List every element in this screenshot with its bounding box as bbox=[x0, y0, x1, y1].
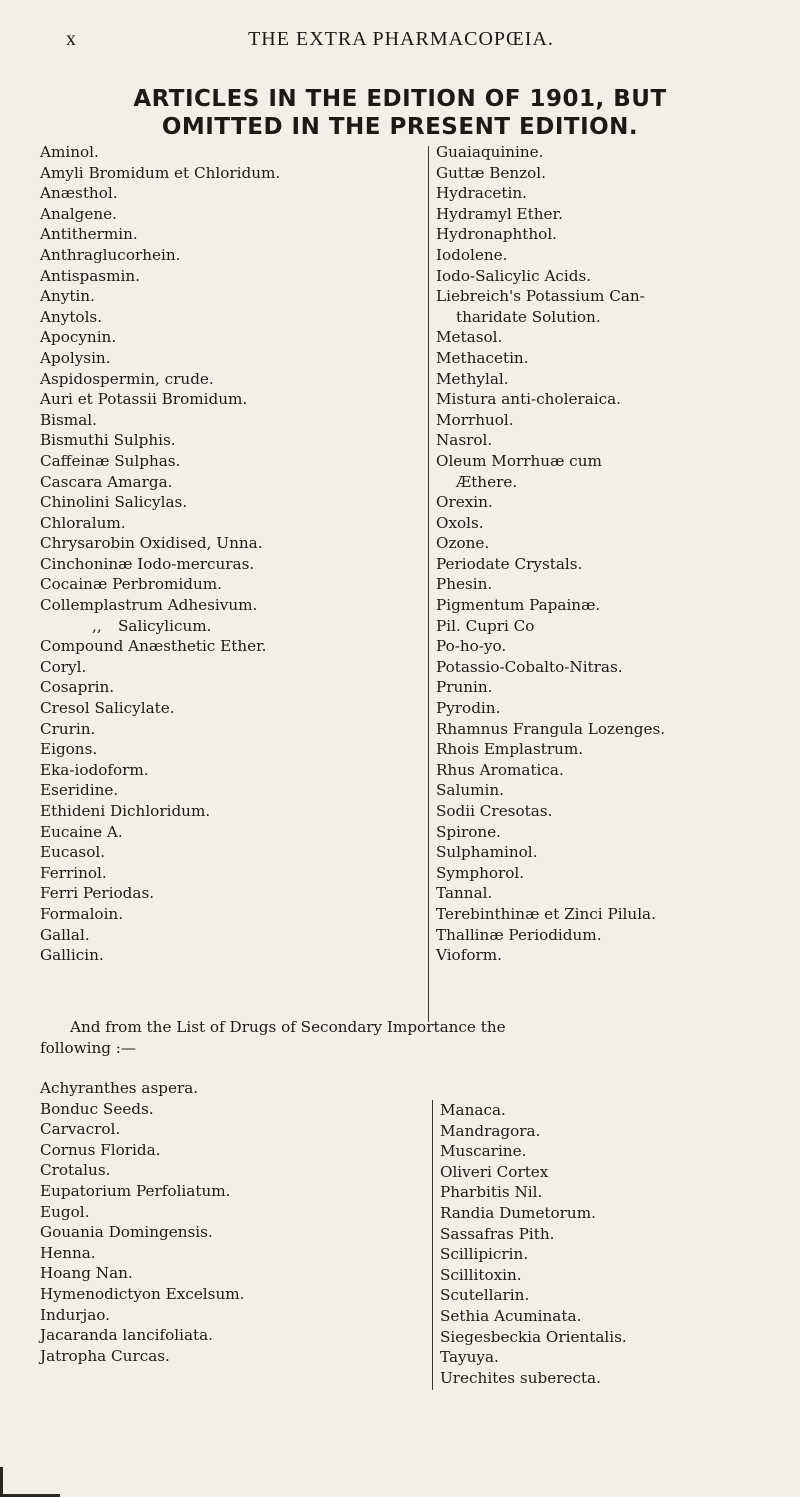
secondary-drug-entry: Jatropha Curcas. bbox=[40, 1346, 170, 1365]
secondary-drug-entry: Scutellarin. bbox=[440, 1286, 530, 1305]
article-entry: Eucasol. bbox=[40, 843, 106, 862]
article-entry: Mistura anti-choleraica. bbox=[436, 390, 621, 409]
article-entry: Ferrinol. bbox=[40, 863, 107, 882]
article-entry: Terebinthinæ et Zinci Pilula. bbox=[436, 904, 656, 923]
article-entry: Vioform. bbox=[436, 946, 502, 965]
article-entry: Guttæ Benzol. bbox=[436, 163, 546, 182]
article-entry: Eseridine. bbox=[40, 781, 119, 800]
page-corner-mark bbox=[0, 1467, 60, 1497]
article-entry: Chloralum. bbox=[40, 513, 126, 532]
article-entry: Phesin. bbox=[436, 575, 493, 594]
secondary-drug-entry: Siegesbeckia Orientalis. bbox=[440, 1327, 627, 1346]
article-entry: Prunin. bbox=[436, 678, 493, 697]
article-entry: Coryl. bbox=[40, 657, 87, 676]
article-entry: Anthraglucorhein. bbox=[40, 245, 181, 264]
article-entry: Methylal. bbox=[436, 369, 509, 388]
secondary-drug-entry: Eupatorium Perfoliatum. bbox=[40, 1181, 231, 1200]
article-entry: Cresol Salicylate. bbox=[40, 699, 175, 718]
article-entry: Bismuthi Sulphis. bbox=[40, 431, 176, 450]
article-entry: Auri et Potassii Bromidum. bbox=[40, 390, 248, 409]
secondary-drug-entry: Manaca. bbox=[440, 1101, 506, 1119]
secondary-drugs-left-column bbox=[40, 1078, 244, 1366]
running-title: THE EXTRA PHARMACOPŒIA. bbox=[248, 28, 554, 50]
article-entry: Rhamnus Frangula Lozenges. bbox=[436, 719, 666, 738]
article-entry: Pil. Cupri Co bbox=[436, 616, 535, 635]
article-entry: Rhus Aromatica. bbox=[436, 760, 564, 779]
secondary-drug-entry: Crotalus. bbox=[40, 1161, 111, 1180]
article-entry: Spirone. bbox=[436, 822, 501, 841]
article-entry: Pigmentum Papainæ. bbox=[436, 596, 601, 615]
article-entry: Apolysin. bbox=[40, 348, 111, 367]
secondary-drugs-note-text: And from the List of Drugs of Secondary Importance the bbox=[70, 1018, 506, 1036]
article-entry: Antithermin. bbox=[40, 225, 138, 244]
article-entry: tharidate Solution. bbox=[456, 307, 601, 326]
secondary-drug-entry: Pharbitis Nil. bbox=[440, 1183, 543, 1202]
article-entry-text: Salicylicum. bbox=[118, 616, 212, 635]
secondary-drug-entry: Oliveri Cortex bbox=[440, 1162, 549, 1181]
secondary-drug-entry: Muscarine. bbox=[440, 1142, 527, 1161]
article-entry: Anytin. bbox=[40, 287, 95, 306]
article-entry: Hydramyl Ether. bbox=[436, 204, 563, 223]
article-entry: Chinolini Salicylas. bbox=[40, 493, 188, 512]
secondary-drug-entry: Henna. bbox=[40, 1243, 96, 1262]
article-entry: Liebreich's Potassium Can- bbox=[436, 287, 645, 306]
secondary-drug-entry: Scillitoxin. bbox=[440, 1265, 522, 1284]
article-entry: Gallicin. bbox=[40, 946, 104, 965]
article-entry: Eigons. bbox=[40, 740, 98, 759]
page-number: x bbox=[66, 28, 77, 50]
article-entry: Hydronaphthol. bbox=[436, 225, 558, 244]
omitted-articles-right-column bbox=[436, 142, 665, 966]
secondary-drug-entry: Gouania Domingensis. bbox=[40, 1223, 213, 1242]
secondary-drugs-note bbox=[40, 1017, 770, 1058]
secondary-drug-entry: Sassafras Pith. bbox=[440, 1224, 555, 1243]
article-entry: Salumin. bbox=[436, 781, 504, 800]
secondary-drug-entry: Bonduc Seeds. bbox=[40, 1099, 154, 1118]
article-entry: Ozone. bbox=[436, 534, 490, 553]
article-entry: Aminol. bbox=[40, 143, 99, 161]
article-entry: Eucaine A. bbox=[40, 822, 123, 841]
article-entry: Po-ho-yo. bbox=[436, 637, 507, 656]
secondary-drug-entry: Scillipicrin. bbox=[440, 1245, 529, 1264]
running-header bbox=[66, 28, 766, 51]
secondary-drug-entry: Randia Dumetorum. bbox=[440, 1203, 596, 1222]
article-entry: Oxols. bbox=[436, 513, 484, 532]
secondary-drug-entry: Tayuya. bbox=[440, 1348, 499, 1367]
secondary-drug-entry: Eugol. bbox=[40, 1202, 90, 1221]
article-entry: Aspidospermin, crude. bbox=[40, 369, 214, 388]
article-entry: Æthere. bbox=[456, 472, 518, 491]
secondary-drug-entry: Urechites suberecta. bbox=[440, 1368, 601, 1387]
article-entry: Sodii Cresotas. bbox=[436, 802, 553, 820]
secondary-drug-entry: Hoang Nan. bbox=[40, 1264, 133, 1283]
secondary-drug-entry: Sethia Acuminata. bbox=[440, 1306, 582, 1325]
article-entry: Eka-iodoform. bbox=[40, 760, 149, 779]
article-entry: Orexin. bbox=[436, 493, 493, 512]
secondary-drug-entry: Carvacrol. bbox=[40, 1120, 121, 1139]
article-entry: Collemplastrum Adhesivum. bbox=[40, 596, 258, 615]
article-entry: Pyrodin. bbox=[436, 699, 501, 718]
article-entry: Apocynin. bbox=[40, 328, 117, 347]
secondary-drug-entry: Cornus Florida. bbox=[40, 1140, 161, 1159]
article-entry: Crurin. bbox=[40, 719, 96, 738]
article-entry: Sulphaminol. bbox=[436, 843, 538, 862]
article-entry: Anæsthol. bbox=[40, 184, 118, 203]
article-entry: Methacetin. bbox=[436, 348, 529, 367]
secondary-drugs-note-continuation: following :— bbox=[40, 1038, 137, 1057]
article-entry bbox=[40, 616, 280, 637]
article-entry: Ferri Periodas. bbox=[40, 884, 155, 903]
section-title-line-1: ARTICLES IN THE EDITION OF 1901, BUT bbox=[133, 86, 667, 112]
article-entry: Periodate Crystals. bbox=[436, 554, 583, 573]
secondary-column-divider-rule bbox=[432, 1100, 433, 1390]
article-entry: Tannal. bbox=[436, 884, 493, 903]
secondary-drug-entry: Indurjao. bbox=[40, 1305, 111, 1324]
secondary-drug-entry: Mandragora. bbox=[440, 1121, 541, 1140]
article-entry: Metasol. bbox=[436, 328, 503, 347]
article-entry: Bismal. bbox=[40, 410, 97, 429]
article-entry: Antispasmin. bbox=[40, 266, 140, 285]
article-entry: Hydracetin. bbox=[436, 184, 527, 203]
section-title-line-2: OMITTED IN THE PRESENT EDITION. bbox=[161, 114, 639, 140]
omitted-articles-left-column bbox=[40, 142, 280, 966]
article-entry: Gallal. bbox=[40, 925, 90, 944]
article-entry: Nasrol. bbox=[436, 431, 493, 450]
article-entry: Cascara Amarga. bbox=[40, 472, 173, 491]
article-entry: Compound Anæsthetic Ether. bbox=[40, 637, 267, 656]
article-entry: Caffeinæ Sulphas. bbox=[40, 451, 181, 470]
column-divider-rule bbox=[428, 146, 429, 1022]
article-entry: Chrysarobin Oxidised, Unna. bbox=[40, 534, 263, 553]
secondary-drug-entry: Achyranthes aspera. bbox=[40, 1079, 199, 1097]
article-entry: Amyli Bromidum et Chloridum. bbox=[40, 163, 281, 182]
article-entry: Rhois Emplastrum. bbox=[436, 740, 584, 759]
article-entry: Morrhuol. bbox=[436, 410, 514, 429]
article-entry: Anytols. bbox=[40, 307, 103, 326]
secondary-drugs-right-column bbox=[440, 1100, 627, 1388]
article-entry: Analgene. bbox=[40, 204, 117, 223]
article-entry: Thallinæ Periodidum. bbox=[436, 925, 602, 944]
article-entry: Cinchoninæ Iodo-mercuras. bbox=[40, 554, 255, 573]
ditto-mark: ,, bbox=[92, 616, 102, 635]
article-entry: Oleum Morrhuæ cum bbox=[436, 451, 602, 470]
secondary-drug-entry: Jacaranda lancifoliata. bbox=[40, 1326, 213, 1345]
article-entry: Cosaprin. bbox=[40, 678, 115, 697]
article-entry: Symphorol. bbox=[436, 863, 525, 882]
article-entry: Iodolene. bbox=[436, 245, 508, 264]
article-entry: Potassio-Cobalto-Nitras. bbox=[436, 657, 623, 676]
article-entry: Iodo-Salicylic Acids. bbox=[436, 266, 592, 285]
secondary-drug-entry: Hymenodictyon Excelsum. bbox=[40, 1284, 245, 1303]
article-entry: Ethideni Dichloridum. bbox=[40, 802, 211, 820]
article-entry: Formaloin. bbox=[40, 904, 124, 923]
article-entry: Guaiaquinine. bbox=[436, 143, 544, 161]
article-entry: Cocainæ Perbromidum. bbox=[40, 575, 222, 594]
